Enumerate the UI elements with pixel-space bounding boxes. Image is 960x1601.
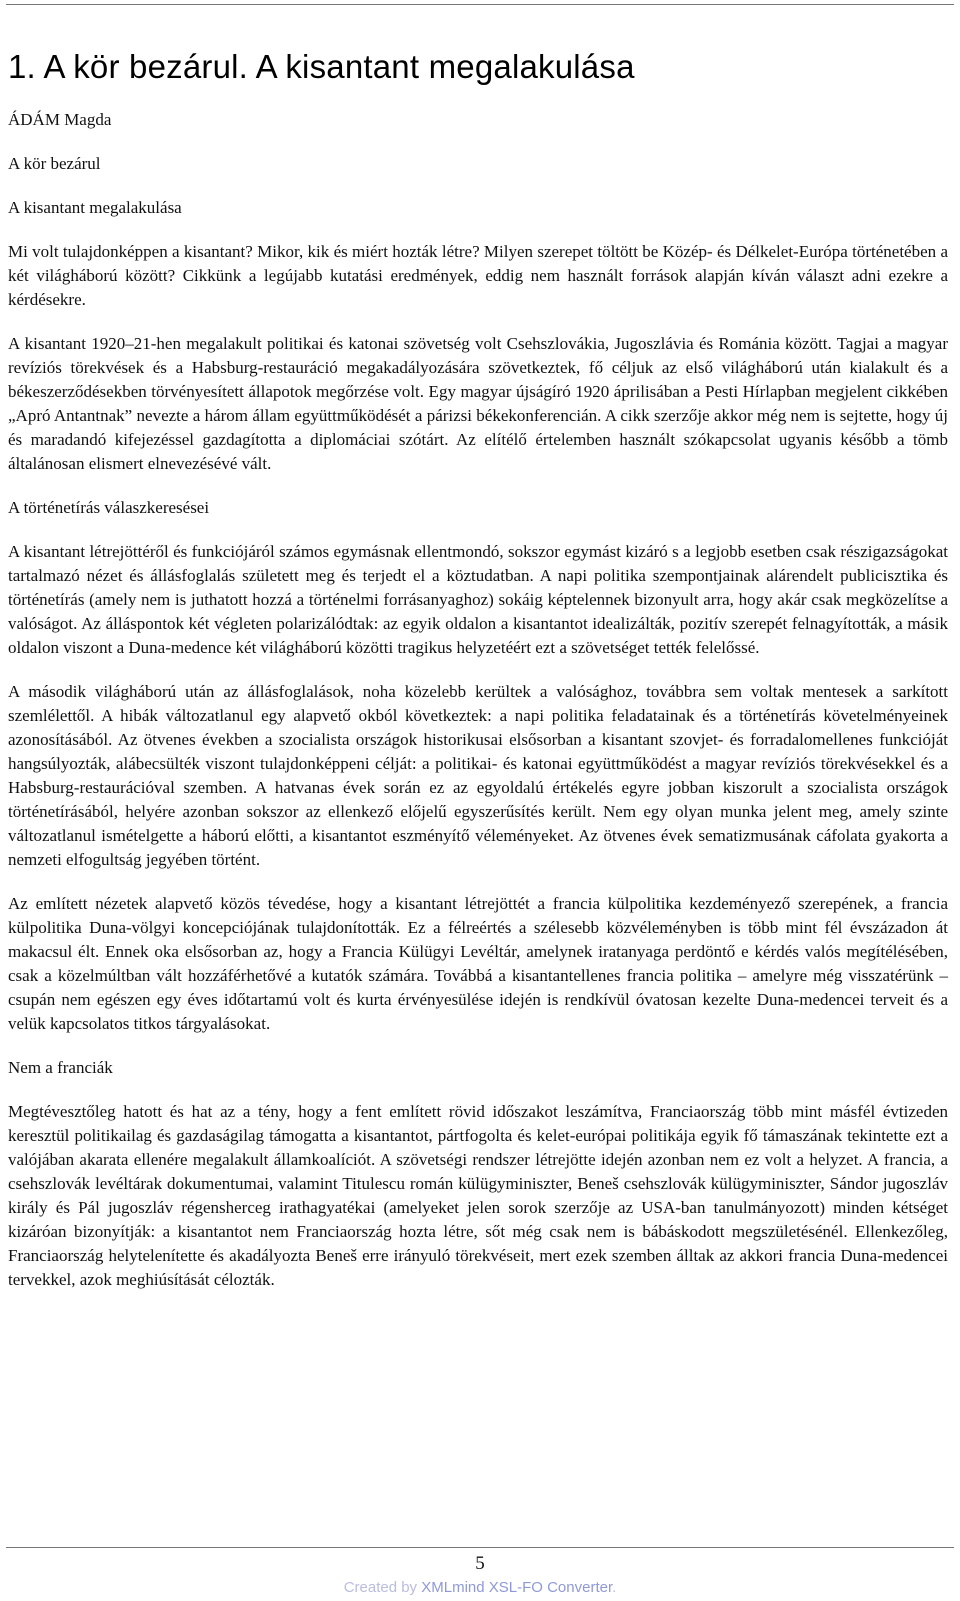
paragraph-historiography-1: A kisantant létrejöttéről és funkciójáról számos egymásnak ellentmondó, sokszor egymást kizáró s a legjobb esetben csak részigazságokat tartalmazó nézet és állásfoglalás született meg és terjedt el a köztudatban. A napi politika szempontjainak alárendelt publicisztika és történetírás (amely nem is juthatott hozzá a történelmi forrásanyaghoz) sokáig képtelennek bizonyult arra, hogy akár csak megközelítse a valóságot. Az álláspontok két végleten polarizálódtak: az egyik oldalon a kisantantot idealizálták, pozitív szerepét felnagyították, a másik oldalon viszont a Duna-medence két világháború közötti tragikus helyzetéért ezt a szövetséget tették felelőssé.	[8, 542, 948, 657]
subtitle-line-2: A kisantant megalakulása	[8, 198, 182, 217]
document-title: 1. A kör bezárul. A kisantant megalakulása	[8, 48, 635, 85]
paragraph-historiography-2: A második világháború után az állásfoglalások, noha közelebb kerültek a valósághoz, továbbra sem voltak mentesek a sarkított szemlélettől. A hibák változatlanul egy alapvető okból következtek: a napi politika feladatainak és a történetírás követelményeinek azonosításából. Az ötvenes években a szocialista országok historikusai elsősorban a kisantant szovjet- és forradalomellenes funkcióját hangsúlyozták, alábecsülték viszont tulajdonképpeni célját: a politikai- és katonai együttműködést a magyar revíziós törekvésekkel és a Habsburg-restaurációval szemben. A hatvanas évek során ez az egyoldalú értékelés egyre jobban kiszorult a szocialista országok történetírásából, helyére azonban sokszor az ellenkező előjelű egyszerűsítés került. Nem egy olyan munka jelent meg, amely szinte változatlanul ismételgette a háború előtti, a kisantantot eszményítő véleményeket. Az ötvenes évek sematizmusának cáfolata gyakorta a nemzeti elfogultság jegyében történt.	[8, 682, 948, 869]
paragraph-not-french: Megtévesztőleg hatott és hat az a tény, hogy a fent említett rövid időszakot leszámítva, Franciaország több mint másfél évtizeden keresztül politikailag és gazdaságilag támogatta a kisantantot, pártfogolta és kelet-európai politikája egyik fő támaszának tekintette ezt a valójában akarata ellenére megalakult államkoalíciót. A szövetségi rendszer létrejötte idején azonban nem ez volt a helyzet. A francia, a csehszlovák levéltárak dokumentumai, valamint Titulescu román külügyminiszter, Beneš csehszlovák külügyminiszter, Sándor jugoszláv király és Pál jugoszláv régensherceg irathagyatékai (amelyeket jelen sorok szerzője az USA-ban tanulmányozott) minden kétséget kizáróan bizonyítják: a kisantantot nem Franciaország hozta létre, sőt még csak nem is bábáskodott megszületésénél. Ellenkezőleg, Franciaország helytelenítette és akadályozta Beneš erre irányuló törekvéseit, mert ezek szemben álltak az akkori francia Duna-medencei tervekkel, azok meghiúsítását célozták.	[8, 1102, 948, 1289]
bottom-rule	[6, 1547, 954, 1548]
section-heading-not-french: Nem a franciák	[8, 1058, 113, 1077]
page-number: 5	[475, 1553, 485, 1574]
intro-paragraph: Mi volt tulajdonképpen a kisantant? Mikor, kik és miért hozták létre? Milyen szerepet töltött be Közép- és Délkelet-Európa történetében a két világháború között? Cikkünk a legújabb kutatási eredmények, eddig nem használt források alapján kíván választ adni ezekre a kérdésekre.	[8, 242, 948, 309]
section-heading-historiography: A történetírás válaszkeresései	[8, 498, 210, 517]
document-page	[8, 46, 948, 1312]
paragraph-historiography-3: Az említett nézetek alapvető közös tévedése, hogy a kisantant létrejöttét a francia külpolitika kezdeményező szerepének, a francia külpolitika Duna-völgyi koncepciójának tulajdonították. Ez a félreértés a szélesebb közvéleményben is több mint fél évszázadon át makacsul élt. Ennek oka elsősorban az, hogy a Francia Külügyi Levéltár, amelynek iratanyaga perdöntő e kérdés valós megítélésében, csak a közelmúltban vált hozzáférhetővé a kutatók számára. Továbbá a kisantantellenes francia politika – amelyre még visszatérünk – csupán nem egészen egy éves időtartamú volt és kurta érvényesülése idején is rendkívül óvatosan kezelte Duna-medencei terveit és a velük kapcsolatos titkos tárgyalásokat.	[8, 894, 948, 1033]
author-line: ÁDÁM Magda	[8, 110, 112, 129]
subtitle-line-1: A kör bezárul	[8, 154, 101, 173]
credit-link[interactable]: XMLmind XSL-FO Converter	[421, 1579, 613, 1596]
paragraph-definition: A kisantant 1920–21-hen megalakult politikai és katonai szövetség volt Csehszlovákia, Jugoszlávia és Románia között. Tagjai a magyar revíziós törekvések és a Habsburg-restauráció megakadályozására szövetkeztek, fő céljuk az első világháború után kialakult és a békeszerződésekben törvényesített állapotok megőrzése volt. Egy magyar újságíró 1920 áprilisában a Pesti Hírlapban megjelent cikkében „Apró Antantnak” nevezte a három állam együttműködését a párizsi békekonferencián. A cikk szerzője akkor még nem is sejtette, hogy új és maradandó kifejezéssel gazdagította a diplomáciai szótárt. Az elítélő értelemben használt szókapcsolat ugyanis később a tömb általánosan elismert elnevezésévé vált.	[8, 334, 948, 473]
footer-credit	[0, 1578, 960, 1598]
credit-suffix: .	[612, 1579, 617, 1596]
top-rule	[6, 4, 954, 5]
credit-prefix: Created by	[343, 1579, 422, 1596]
